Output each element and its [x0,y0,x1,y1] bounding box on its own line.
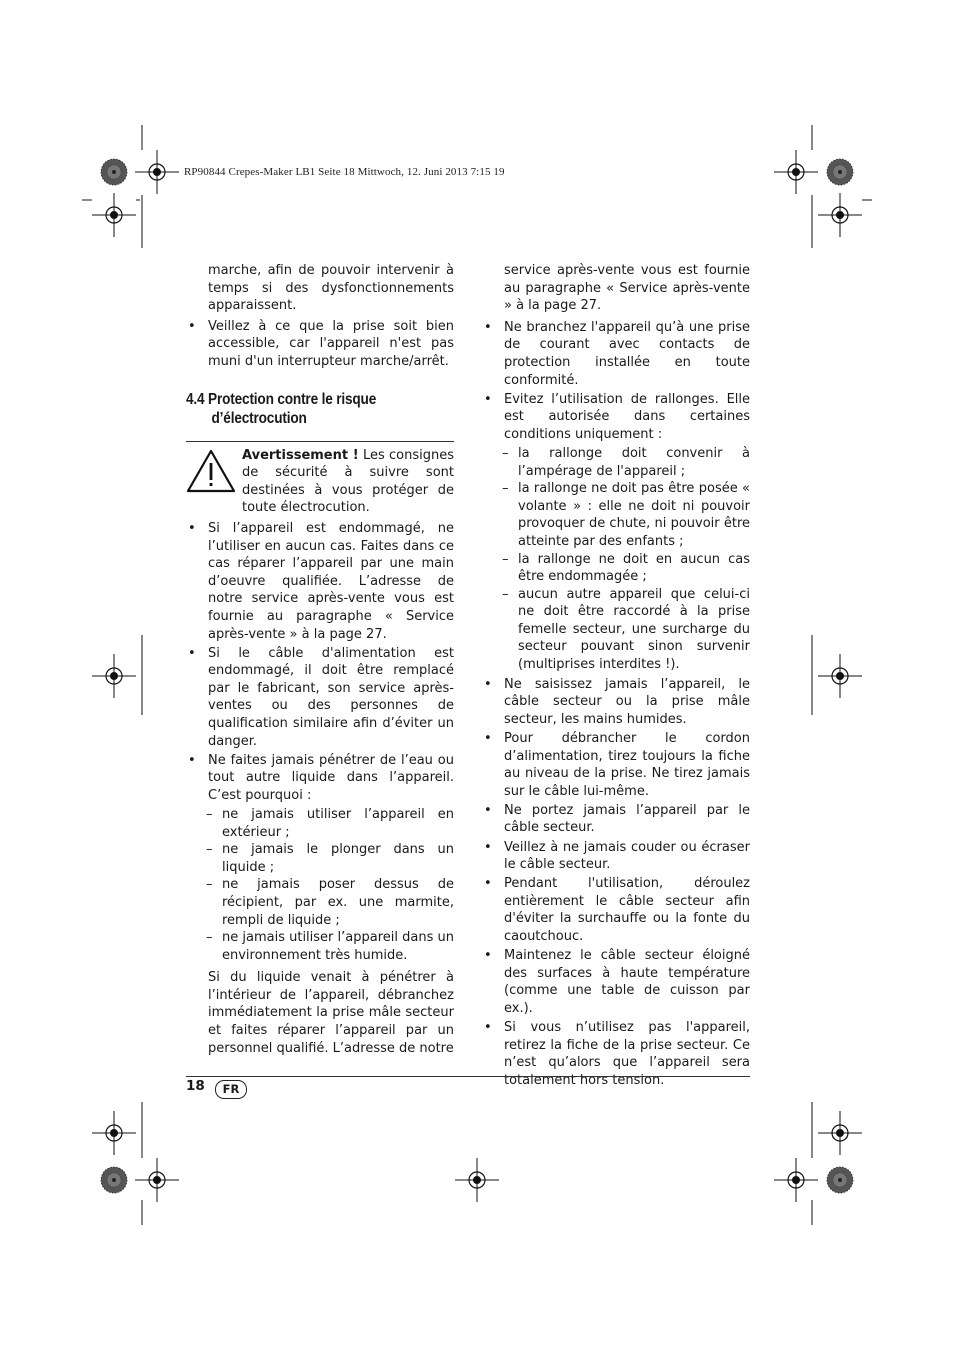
section-rule [186,441,454,442]
page-number: 18 [186,1078,205,1094]
liquid-subitem: – ne jamais le plonger dans un liquide ; [186,841,454,876]
footer-rule [186,1076,750,1077]
bullet-item: • Pendant l'utilisation, déroulez entièrement le câble secteur afin d'éviter la surchauffe ou la fonte du caoutchouc. [482,875,750,945]
intro-continued: marche, afin de pouvoir intervenir à temps si des dysfonctionnements apparaissent. [208,263,454,314]
bullet-item: • Pour débrancher le cordon d’alimentation, tirez toujours la fiche au niveau de la prise. Ne tirez jamais sur le câble lui-même. [482,730,750,800]
section-title-line1: 4.4 Protection contre le risque [186,390,377,408]
language-badge: FR [215,1080,247,1099]
extension-subitem: – aucun autre appareil que celui-ci ne doit être raccordé à la prise femelle secteur, une surcharge du secteur pouvant sinon survenir (multiprises interdites !). [482,586,750,674]
extension-subitem: – la rallonge ne doit en aucun cas être endommagée ; [482,551,750,586]
bullet-damaged: • Si l’appareil est endommagé, ne l’utiliser en aucun cas. Faites dans ce cas réparer l’appareil par une main d’oeuvre qualifiée. L’adresse de notre service après-vente vous est fournie au paragraphe « Service après-vente » à la page 27. [186,520,454,643]
bullet-item: • Veillez à ne jamais couder ou écraser le câble secteur. [482,839,750,874]
bullet-item: • Maintenez le câble secteur éloigné des surfaces à haute température (comme une table de cuisson par ex.). [482,947,750,1017]
extension-subitem: – la rallonge doit convenir à l’ampérage de l'appareil ; [482,445,750,480]
continued-text: service après-vente vous est fournie au paragraphe « Service après-vente » à la page 27. [504,263,750,314]
liquid-followup: Si du liquide venait à pénétrer à l’intérieur de l’appareil, débranchez immédiatement la prise mâle secteur et faites réparer l’appareil par un personnel qualifié. L’adresse de notre [208,970,454,1056]
warning-block [186,447,454,517]
warning-triangle-icon [186,449,236,493]
right-column [482,262,750,1091]
bullet-item: • Ne saisissez jamais l’appareil, le câble secteur ou la prise mâle secteur, les mains humides. [482,676,750,729]
warning-label: Avertissement ! [242,447,359,463]
extension-subitem: – la rallonge ne doit pas être posée « volante » : elle ne doit ni pouvoir provoquer de chute, ni pouvoir être atteinte par des enfants ; [482,480,750,550]
bullet-item: • Ne portez jamais l’appareil par le câble secteur. [482,802,750,837]
bullet-socket-access: • Veillez à ce que la prise soit bien accessible, car l'appareil n'est pas muni d'un interrupteur marche/arrêt. [186,318,454,371]
liquid-subitem: – ne jamais poser dessus de récipient, par ex. une marmite, rempli de liquide ; [186,876,454,929]
left-column [186,262,454,1057]
bullet-liquid: • Ne faites jamais pénétrer de l’eau ou tout autre liquide dans l’appareil. C’est pourquoi : [186,752,454,805]
warning-text: Les consignes de sécurité à suivre sont destinées à vous protéger de toute électrocution. [242,447,454,516]
bullet-item: • Si vous n’utilisez pas l'appareil, retirez la fiche de la prise secteur. Ce n’est qu’alors que l’appareil sera totalement hors tension. [482,1019,750,1089]
print-header: RP90844 Crepes-Maker LB1 Seite 18 Mittwoch, 12. Juni 2013 7:15 19 [184,166,505,178]
liquid-subitem: – ne jamais utiliser l’appareil dans un environnement très humide. [186,929,454,964]
liquid-subitem: – ne jamais utiliser l’appareil en extérieur ; [186,806,454,841]
section-title-line2: d’électrocution [211,409,307,427]
bullet-extension: • Evitez l’utilisation de rallonges. Elle est autorisée dans certaines conditions uniquement : [482,391,750,444]
bullet-grounded: • Ne branchez l'appareil qu’à une prise de courant avec contacts de protection installée en toute conformité. [482,319,750,389]
bullet-cable-damaged: • Si le câble d'alimentation est endommagé, il doit être remplacé par le fabricant, son service après-ventes ou des personnes de qualification similaire afin d’éviter un danger. [186,645,454,751]
section-title [186,390,422,428]
